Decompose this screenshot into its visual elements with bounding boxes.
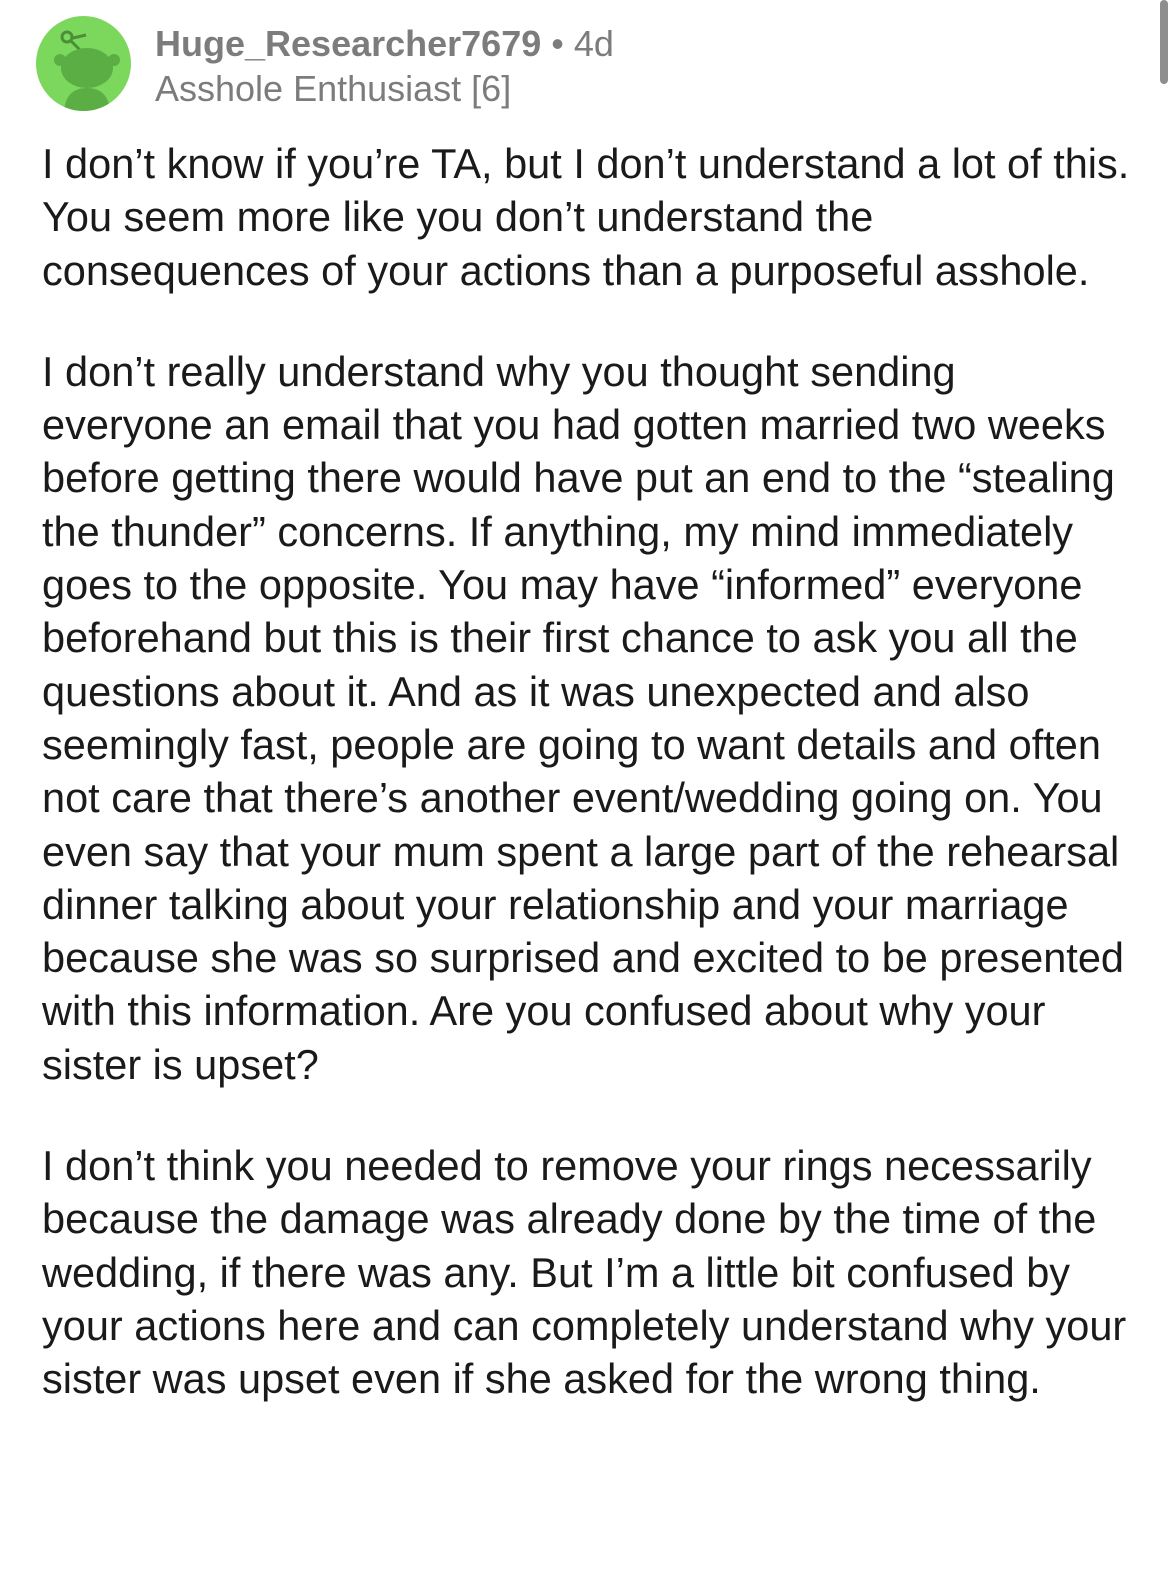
comment-age: 4d — [573, 23, 614, 64]
comment-paragraph: I don’t really understand why you thought sending everyone an email that you had gotten married two weeks before getting there would have put an end to the “stealing the thunder” concerns. If anything, my mind immediately goes to the opposite. You may have “informed” everyone beforehand but this is their first chance to ask you all the questions about it. And as it was unexpected and also seemingly fast, people are going to want details and often not care that there’s another event/wedding going on. You even say that your mum spent a large part of the rehearsal dinner talking about your relationship and your marriage because she was so surprised and excited to be presented with this information. Are you confused about why your sister is upset? — [42, 347, 1124, 1088]
comment-body — [42, 137, 1134, 1454]
comment-paragraph: I don’t know if you’re TA, but I don’t understand a lot of this. You seem more like you don’t understand the consequences of your actions than a purposeful asshole. — [42, 140, 1130, 294]
snoo-avatar-icon[interactable] — [36, 16, 131, 111]
comment-header — [36, 16, 614, 116]
separator-dot: • — [551, 23, 564, 64]
comment-paragraph: I don’t think you needed to remove your rings necessarily because the damage was already done by the time of the wedding, if there was any. But I’m a little bit confused by your actions here and can completely understand why your sister was upset even if she asked for the wrong thing. — [42, 1142, 1127, 1403]
username-link[interactable]: Huge_Researcher7679 — [155, 23, 542, 64]
comment-meta — [155, 22, 614, 112]
user-flair: Asshole Enthusiast [6] — [155, 68, 512, 109]
scrollbar[interactable] — [1160, 0, 1168, 84]
author-line — [155, 22, 614, 66]
